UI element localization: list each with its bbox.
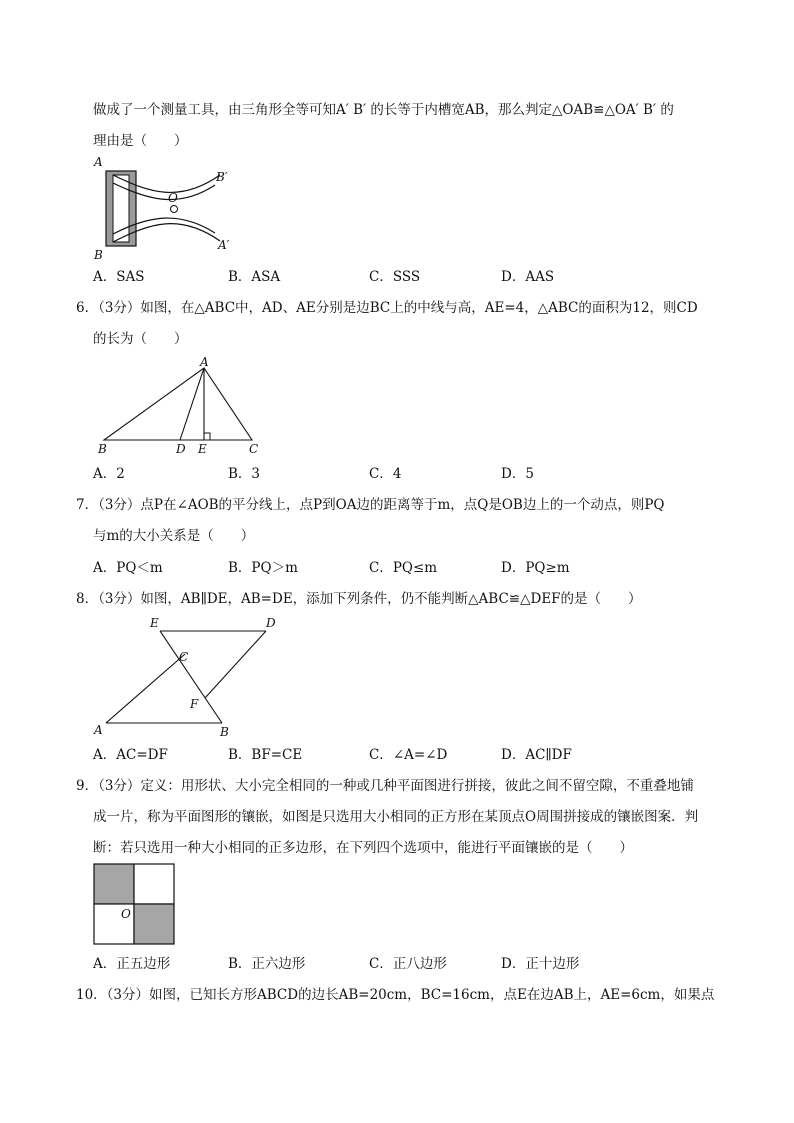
q8-option-d[interactable]: D．AC∥DF xyxy=(501,747,572,763)
q6-label-D: D xyxy=(176,442,186,456)
q8-label-B: B xyxy=(220,725,229,739)
q5-text-line1: 做成了一个测量工具，由三角形全等可知A′ B′ 的长等于内槽宽AB，那么判定△OAB≌△OA′ B′ 的 xyxy=(93,102,674,118)
q9-text-line3: 断：若只选用一种大小相同的正多边形，在下列四个选项中，能进行平面镶嵌的是（ ） xyxy=(93,840,633,856)
q9-option-a[interactable]: A．正五边形 xyxy=(93,956,171,972)
q7-text-line1: 7．（3分）点P在∠AOB的平分线上，点P到OA边的距离等于m，点Q是OB边上的一个动点，则PQ xyxy=(76,497,665,513)
q8-option-c[interactable]: C．∠A=∠D xyxy=(369,747,448,763)
q5-label-B: B xyxy=(94,248,103,262)
q9-option-b[interactable]: B．正六边形 xyxy=(228,956,306,972)
q7-text-line2: 与m的大小关系是（ ） xyxy=(93,528,255,544)
q5-pivot-O xyxy=(171,206,178,213)
q5-option-a[interactable]: A．SAS xyxy=(93,269,145,285)
q6-text-line2: 的长为（ ） xyxy=(93,331,188,347)
q9-square-bottom-right xyxy=(134,904,174,944)
q5-slot-inner xyxy=(113,175,129,242)
q6-label-B: B xyxy=(98,442,107,456)
q6-label-E: E xyxy=(198,442,207,456)
q5-label-A1: A′ xyxy=(218,238,230,252)
q8-figure xyxy=(90,612,290,740)
q6-option-d[interactable]: D．5 xyxy=(501,466,534,482)
q7-option-d[interactable]: D．PQ≥m xyxy=(501,560,570,576)
q5-label-A: A xyxy=(94,155,103,169)
q9-text-line2: 成一片，称为平面图形的镶嵌，如图是只选用大小相同的正方形在某顶点O周围拼接成的镶嵌图案．判 xyxy=(93,809,699,825)
q8-label-D: D xyxy=(266,616,276,630)
q7-option-b[interactable]: B．PQ＞m xyxy=(228,560,298,576)
q6-label-C: C xyxy=(249,442,259,456)
q5-text-line2: 理由是（ ） xyxy=(93,133,188,149)
q5-option-c[interactable]: C．SSS xyxy=(369,269,421,285)
q6-option-a[interactable]: A．2 xyxy=(93,466,125,482)
q9-label-O: O xyxy=(121,907,131,921)
q8-label-A: A xyxy=(94,723,103,737)
q8-label-C: C xyxy=(179,650,189,664)
q9-figure xyxy=(93,863,177,947)
q6-right-angle-mark xyxy=(204,433,210,440)
q8-label-F: F xyxy=(190,697,199,711)
q6-option-c[interactable]: C．4 xyxy=(369,466,402,482)
q10-text-line1: 10．（3分）如图，已知长方形ABCD的边长AB=20cm，BC=16cm，点E在边AB上，AE=6cm，如果点 xyxy=(76,987,715,1003)
q5-figure xyxy=(90,153,250,265)
q6-median-ad xyxy=(180,368,204,440)
q8-label-E: E xyxy=(150,616,159,630)
q8-segment-df xyxy=(205,631,266,698)
q9-square-top-left xyxy=(94,864,134,904)
q6-option-b[interactable]: B．3 xyxy=(228,466,261,482)
q8-option-b[interactable]: B．BF=CE xyxy=(228,747,303,763)
q8-segment-ac xyxy=(106,654,185,723)
q6-figure xyxy=(92,356,272,458)
q8-option-a[interactable]: A．AC=DF xyxy=(93,747,168,763)
q9-square-top-right xyxy=(134,864,174,904)
q6-triangle-abc xyxy=(104,368,252,440)
q5-label-O: O xyxy=(168,191,178,205)
q7-option-a[interactable]: A．PQ＜m xyxy=(93,560,163,576)
q5-option-d[interactable]: D．AAS xyxy=(501,269,555,285)
q8-text-line1: 8．（3分）如图，AB∥DE，AB=DE，添加下列条件，仍不能判断△ABC≌△DEF的是（ ） xyxy=(76,591,642,607)
q9-option-d[interactable]: D．正十边形 xyxy=(501,956,580,972)
q5-option-b[interactable]: B．ASA xyxy=(228,269,281,285)
q7-option-c[interactable]: C．PQ≤m xyxy=(369,560,438,576)
q6-label-A: A xyxy=(200,356,209,369)
q9-option-c[interactable]: C．正八边形 xyxy=(369,956,447,972)
q5-label-B1: B′ xyxy=(216,170,228,184)
q9-text-line1: 9．（3分）定义：用形状、大小完全相同的一种或几种平面图进行拼接，彼此之间不留空隙，不重叠地铺 xyxy=(76,778,694,794)
q6-text-line1: 6．（3分）如图，在△ABC中，AD、AE分别是边BC上的中线与高，AE=4，△ABC的面积为12，则CD xyxy=(76,300,698,316)
